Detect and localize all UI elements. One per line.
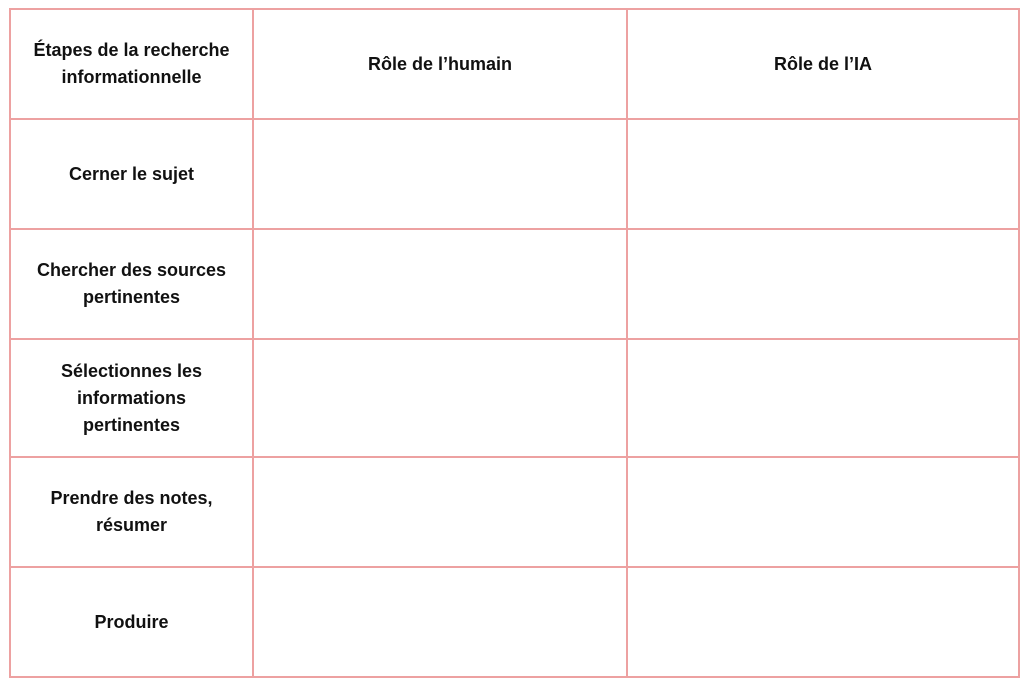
table-header-row [10,9,1019,119]
step-cell: Sélectionnes les informations pertinentes [10,339,253,457]
human-role-cell[interactable] [253,567,627,677]
header-human-role: Rôle de l’humain [253,9,627,119]
human-role-cell[interactable] [253,339,627,457]
header-steps: Étapes de la recherche informationnelle [10,9,253,119]
step-cell: Cerner le sujet [10,119,253,229]
step-cell: Prendre des notes, résumer [10,457,253,567]
research-roles-table [9,8,1020,678]
human-role-cell[interactable] [253,457,627,567]
ai-role-cell[interactable] [627,229,1019,339]
human-role-cell[interactable] [253,229,627,339]
table-row [10,119,1019,229]
ai-role-cell[interactable] [627,567,1019,677]
table-row [10,229,1019,339]
ai-role-cell[interactable] [627,339,1019,457]
header-ai-role: Rôle de l’IA [627,9,1019,119]
ai-role-cell[interactable] [627,119,1019,229]
human-role-cell[interactable] [253,119,627,229]
table-row [10,457,1019,567]
table-row [10,567,1019,677]
step-cell: Produire [10,567,253,677]
table-row [10,339,1019,457]
step-cell: Chercher des sources pertinentes [10,229,253,339]
ai-role-cell[interactable] [627,457,1019,567]
